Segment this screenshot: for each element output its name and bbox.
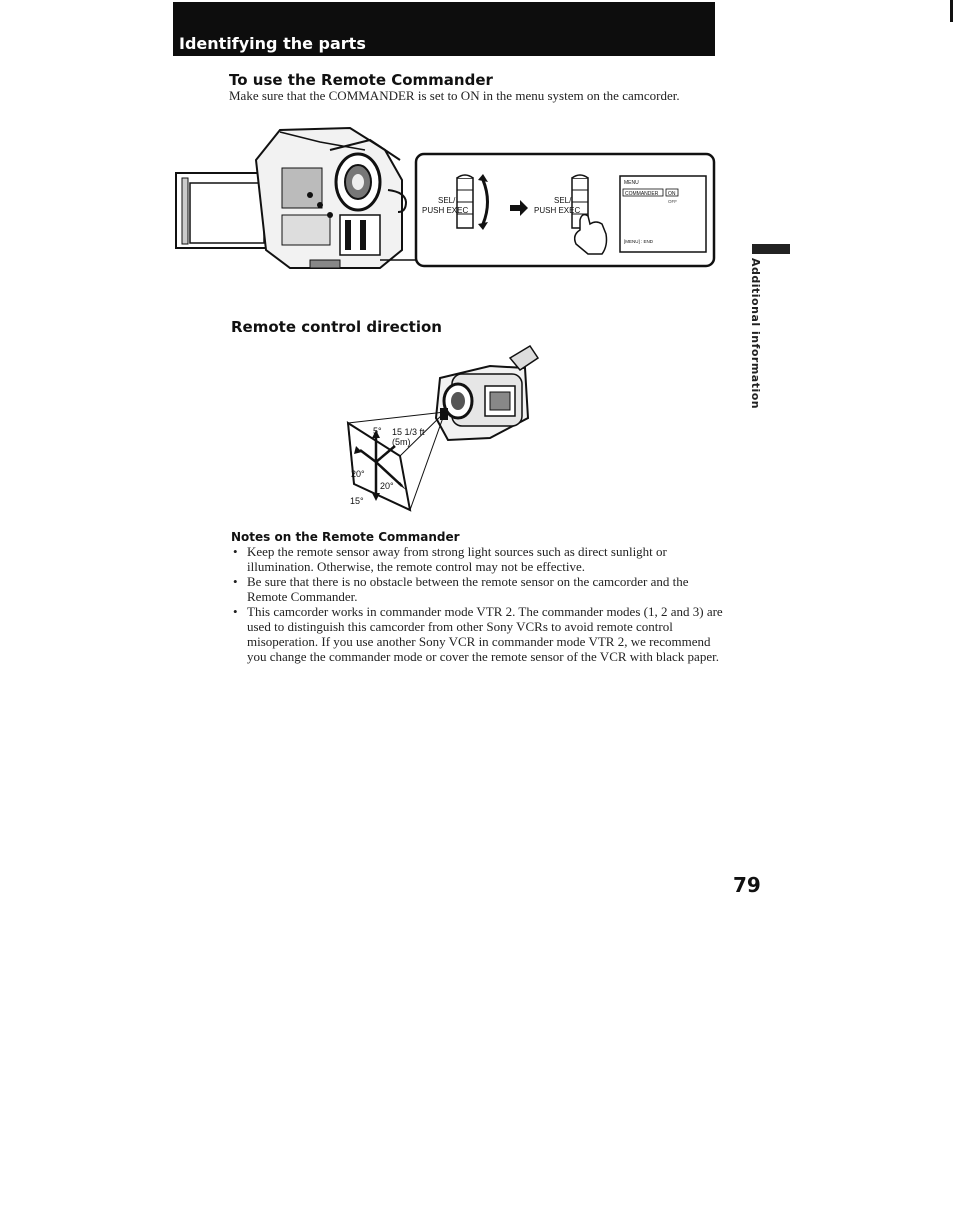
page-number: 79 (733, 873, 761, 897)
note-item: • This camcorder works in commander mode VTR 2. The commander modes (1, 2 and 3) are used to distinguish this camcorder from other Sony VCRs to avoid remote control misoperation. If you use another Sony VCR in commander mode VTR 2, we recommend you change the commander mode or cover the remote sensor of the VCR with black paper. (233, 604, 723, 664)
distance-m-label: (5m) (392, 437, 411, 447)
notes-list (233, 544, 723, 664)
sel-label-2: SEL/ (554, 196, 572, 205)
angle-right-label: 20° (380, 481, 394, 491)
side-tab-label: Additional information (749, 258, 762, 410)
edge-mark (950, 0, 953, 22)
push-exec-label-2: PUSH EXEC (534, 206, 581, 215)
section-heading-remote-direction: Remote control direction (231, 318, 442, 336)
camcorder-illustration (176, 128, 416, 268)
note-item: • Keep the remote sensor away from strong light sources such as direct sunlight or illumination. Otherwise, the remote control may not be effective. (233, 544, 723, 574)
sel-label-1: SEL/ (438, 196, 456, 205)
angle-bottom-label: 15° (350, 496, 364, 506)
side-tab-marker (752, 244, 790, 254)
page-title: Identifying the parts (179, 34, 366, 53)
notes-title: Notes on the Remote Commander (231, 530, 460, 544)
header-bar (173, 2, 715, 56)
menu-screen (620, 176, 706, 252)
camcorder-front-illustration (436, 346, 538, 440)
menu-footer: [MENU] : END (624, 239, 654, 244)
note-item: • Be sure that there is no obstacle between the remote sensor on the camcorder and the Remote Commander. (233, 574, 723, 604)
angle-top-label: 5° (373, 426, 382, 436)
angle-left-label: 20° (351, 469, 365, 479)
menu-title: MENU (624, 180, 639, 186)
intro-text: Make sure that the COMMANDER is set to ON in the menu system on the camcorder. (229, 88, 680, 103)
menu-item-commander: COMMANDER (625, 191, 659, 197)
figure-remote-direction (340, 338, 550, 518)
menu-option-on: ON (668, 191, 676, 197)
distance-ft-label: 15 1/3 ft (392, 427, 425, 437)
push-exec-label-1: PUSH EXEC (422, 206, 469, 215)
section-heading-remote-commander: To use the Remote Commander (229, 71, 493, 89)
menu-option-off: OFF (668, 199, 677, 204)
figure-camcorder-menu (170, 120, 720, 272)
